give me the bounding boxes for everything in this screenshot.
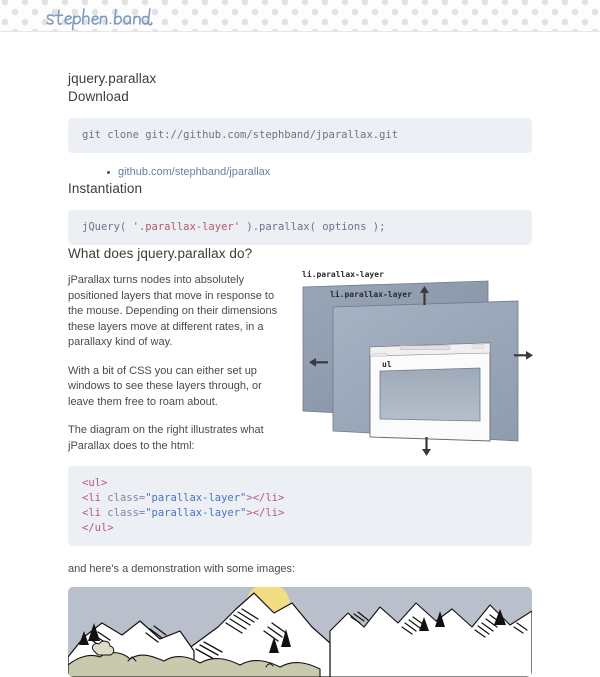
page-body [0,32,600,677]
parallax-diagram [300,269,600,459]
code-li2-value: "parallax-layer" [145,507,247,519]
paragraph-3: The diagram on the right illustrates what jParallax does to the html: [68,424,264,452]
handwritten-wordmark-icon [44,3,204,31]
site-logo[interactable] [44,3,204,31]
page-title: jquery.parallax [68,71,157,86]
diagram-label-layer-1: li.parallax-layer [302,270,384,279]
code-li1-value: "parallax-layer" [145,492,247,504]
repo-link[interactable]: github.com/stephband/jparallax [118,166,271,178]
parallax-diagram-svg [300,269,600,459]
code-fn: jQuery( [82,221,133,233]
code-tail: ).parallax( options ); [240,221,386,233]
code-li2-open: <li [82,507,108,519]
code-ul-open: <ul> [82,477,108,489]
code-li1-attr: class= [107,492,146,504]
mountain-landscape-illustration-icon [68,587,532,677]
repo-link-list [68,165,532,180]
what-heading: What does jquery.parallax do? [68,246,253,261]
code-li1-close: ></li> [246,492,285,504]
code-ul-close: </ul> [82,522,114,534]
download-code-block[interactable] [68,118,532,153]
demo-caption: and here's a demonstration with some images: [68,563,296,575]
list-item [118,165,532,180]
code-li2-close: ></li> [246,507,285,519]
instantiation-heading: Instantiation [68,181,143,196]
diagram-browser-window [370,343,490,441]
arrow-down-icon [422,437,431,456]
download-heading: Download [68,89,129,104]
site-header [0,0,600,32]
html-code-block[interactable] [68,466,532,546]
paragraph-1: jParallax turns nodes into absolutely positioned layers that move in response to the mouse. Depending on their dimensions these layers move at different rates, in a parallaxy kind of way. [68,274,278,348]
description-and-diagram [68,270,532,454]
demo-parallax-image[interactable] [68,587,532,677]
content-column [68,70,532,677]
download-command: git clone git://github.com/stephband/jparallax.git [82,129,399,141]
diagram-label-ul: ul [382,360,392,369]
paragraph-2: With a bit of CSS you can either set up windows to see these layers through, or leave them free to roam about. [68,364,262,408]
code-li1-open: <li [82,492,108,504]
code-selector-string: '.parallax-layer' [132,221,241,233]
instantiation-code-block[interactable] [68,210,532,245]
code-li2-attr: class= [107,507,146,519]
description-text-column [68,273,287,454]
diagram-label-layer-2: li.parallax-layer [330,290,412,299]
